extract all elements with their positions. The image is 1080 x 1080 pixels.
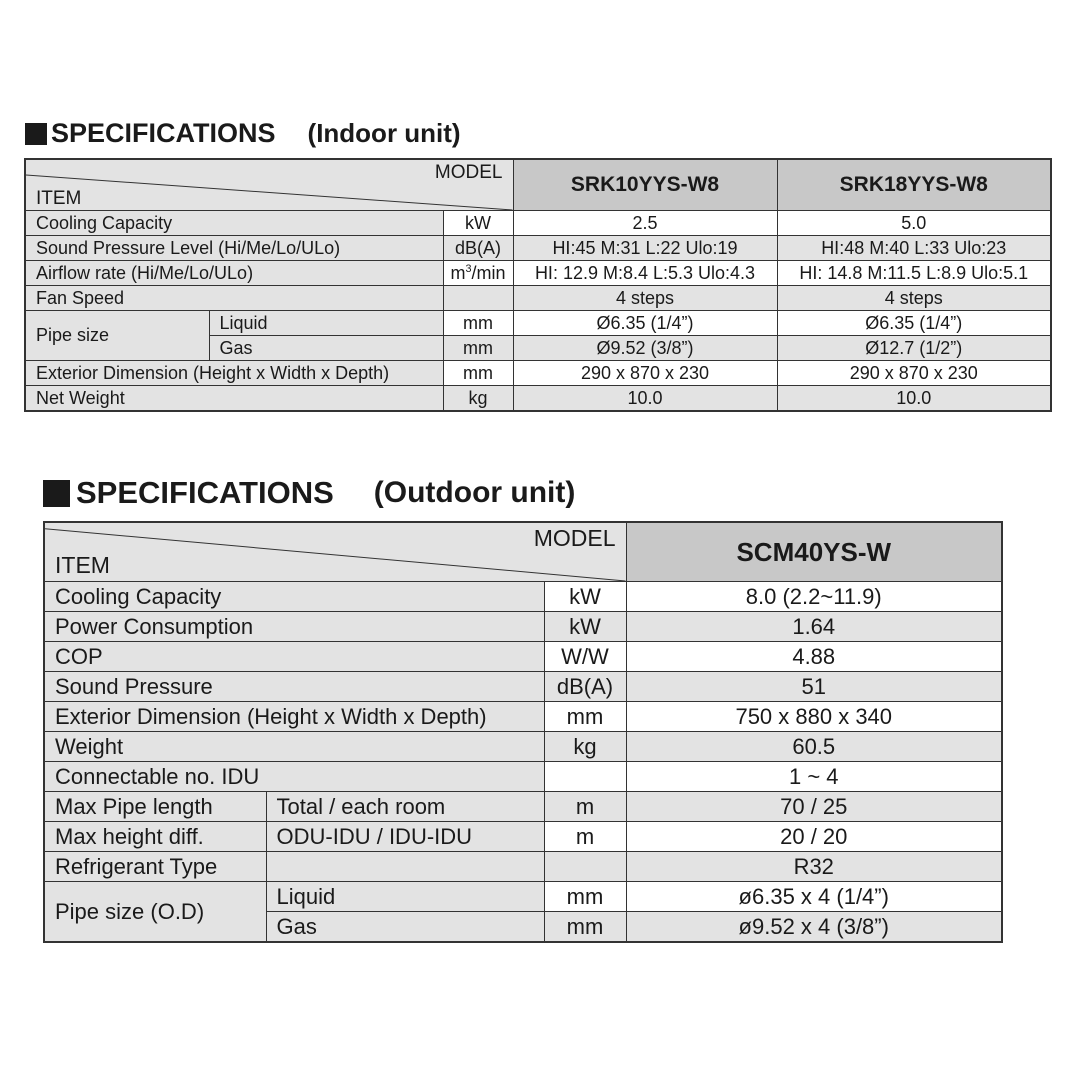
- black-square-bullet-icon: [25, 123, 47, 145]
- row-unit: mm: [443, 361, 513, 386]
- row-subitem: Liquid: [266, 882, 544, 912]
- unit-base: m: [450, 262, 466, 283]
- table-header-row: [25, 159, 1051, 211]
- row-unit: kg: [544, 732, 626, 762]
- row-item: COP: [44, 642, 544, 672]
- row-item: Fan Speed: [25, 286, 443, 311]
- row-unit: [443, 286, 513, 311]
- model-label: MODEL: [533, 525, 616, 551]
- row-unit: mm: [544, 912, 626, 943]
- row-value: 290 x 870 x 230: [513, 361, 777, 386]
- row-value: 10.0: [777, 386, 1051, 412]
- model-header: SRK18YYS-W8: [777, 159, 1051, 211]
- table-row: [25, 211, 1051, 236]
- table-row: [25, 311, 1051, 336]
- row-value: 20 / 20: [626, 822, 1002, 852]
- model-label: MODEL: [434, 162, 503, 183]
- row-value: 750 x 880 x 340: [626, 702, 1002, 732]
- row-unit: mm: [443, 311, 513, 336]
- row-unit: kW: [544, 582, 626, 612]
- row-unit: mm: [443, 336, 513, 361]
- model-header: SRK10YYS-W8: [513, 159, 777, 211]
- table-row: [25, 361, 1051, 386]
- row-item: Power Consumption: [44, 612, 544, 642]
- row-unit: [544, 762, 626, 792]
- indoor-heading: [25, 118, 461, 149]
- table-row: [44, 642, 1002, 672]
- row-unit: mm: [544, 702, 626, 732]
- indoor-heading-title: SPECIFICATIONS: [51, 118, 276, 148]
- table-row: [25, 236, 1051, 261]
- item-model-corner: [44, 522, 626, 582]
- row-value: 60.5: [626, 732, 1002, 762]
- table-row: [44, 882, 1002, 912]
- row-value: ø9.52 x 4 (3/8”): [626, 912, 1002, 943]
- row-value: 4 steps: [513, 286, 777, 311]
- row-unit: kW: [443, 211, 513, 236]
- table-row: [44, 702, 1002, 732]
- row-unit: dB(A): [443, 236, 513, 261]
- table-row: [25, 286, 1051, 311]
- table-row: [44, 732, 1002, 762]
- row-value: R32: [626, 852, 1002, 882]
- unit-tail: /min: [471, 262, 506, 283]
- table-header-row: [44, 522, 1002, 582]
- table-row: [44, 822, 1002, 852]
- row-unit: kg: [443, 386, 513, 412]
- row-item: Exterior Dimension (Height x Width x Depth): [25, 361, 443, 386]
- row-item: Exterior Dimension (Height x Width x Depth): [44, 702, 544, 732]
- indoor-spec-table: [24, 158, 1052, 412]
- row-value: Ø12.7 (1/2”): [777, 336, 1051, 361]
- row-subitem: Total / each room: [266, 792, 544, 822]
- row-unit: m: [544, 822, 626, 852]
- row-value: 5.0: [777, 211, 1051, 236]
- row-value: 1.64: [626, 612, 1002, 642]
- row-value: Ø9.52 (3/8”): [513, 336, 777, 361]
- row-subitem: Gas: [209, 336, 443, 361]
- table-row: [44, 672, 1002, 702]
- row-value: 2.5: [513, 211, 777, 236]
- row-value: HI: 12.9 M:8.4 L:5.3 Ulo:4.3: [513, 261, 777, 286]
- row-item: Pipe size: [25, 311, 209, 361]
- row-item: Pipe size (O.D): [44, 882, 266, 943]
- item-model-corner: [25, 159, 513, 211]
- row-item: Refrigerant Type: [44, 852, 266, 882]
- outdoor-heading-subtitle: (Outdoor unit): [373, 476, 576, 509]
- row-item: Max height diff.: [44, 822, 266, 852]
- row-item: Cooling Capacity: [25, 211, 443, 236]
- row-item: Weight: [44, 732, 544, 762]
- black-square-bullet-icon: [43, 480, 70, 507]
- row-subitem: ODU-IDU / IDU-IDU: [266, 822, 544, 852]
- row-value: HI: 14.8 M:11.5 L:8.9 Ulo:5.1: [777, 261, 1051, 286]
- table-row: [44, 612, 1002, 642]
- row-value: Ø6.35 (1/4”): [513, 311, 777, 336]
- row-value: 8.0 (2.2~11.9): [626, 582, 1002, 612]
- table-row: [44, 792, 1002, 822]
- row-unit: [443, 261, 513, 286]
- row-value: 1 ~ 4: [626, 762, 1002, 792]
- unit-superscript: 3: [465, 262, 472, 275]
- row-unit: W/W: [544, 642, 626, 672]
- row-item: Sound Pressure Level (Hi/Me/Lo/ULo): [25, 236, 443, 261]
- indoor-heading-subtitle: (Indoor unit): [307, 118, 461, 148]
- row-item: Net Weight: [25, 386, 443, 412]
- row-unit: [544, 852, 626, 882]
- row-unit: kW: [544, 612, 626, 642]
- row-value: 51: [626, 672, 1002, 702]
- model-header: SCM40YS-W: [626, 522, 1002, 582]
- table-row: [44, 852, 1002, 882]
- row-unit: mm: [544, 882, 626, 912]
- outdoor-heading-title: SPECIFICATIONS: [76, 475, 334, 510]
- outdoor-spec-table: [43, 521, 1003, 943]
- row-item: Airflow rate (Hi/Me/Lo/ULo): [25, 261, 443, 286]
- row-item: Sound Pressure: [44, 672, 544, 702]
- row-value: Ø6.35 (1/4”): [777, 311, 1051, 336]
- row-subitem: [266, 852, 544, 882]
- table-row: [25, 261, 1051, 286]
- outdoor-heading: [43, 475, 575, 511]
- table-row: [44, 582, 1002, 612]
- row-value: HI:48 M:40 L:33 Ulo:23: [777, 236, 1051, 261]
- row-unit: dB(A): [544, 672, 626, 702]
- item-label: ITEM: [36, 188, 82, 209]
- row-value: ø6.35 x 4 (1/4”): [626, 882, 1002, 912]
- row-value: 4 steps: [777, 286, 1051, 311]
- row-unit: m: [544, 792, 626, 822]
- table-row: [25, 386, 1051, 412]
- table-row: [44, 762, 1002, 792]
- row-value: 70 / 25: [626, 792, 1002, 822]
- row-value: 10.0: [513, 386, 777, 412]
- item-label: ITEM: [55, 552, 110, 578]
- row-value: 4.88: [626, 642, 1002, 672]
- row-item: Max Pipe length: [44, 792, 266, 822]
- row-value: 290 x 870 x 230: [777, 361, 1051, 386]
- row-subitem: Gas: [266, 912, 544, 943]
- row-value: HI:45 M:31 L:22 Ulo:19: [513, 236, 777, 261]
- row-subitem: Liquid: [209, 311, 443, 336]
- row-item: Cooling Capacity: [44, 582, 544, 612]
- row-item: Connectable no. IDU: [44, 762, 544, 792]
